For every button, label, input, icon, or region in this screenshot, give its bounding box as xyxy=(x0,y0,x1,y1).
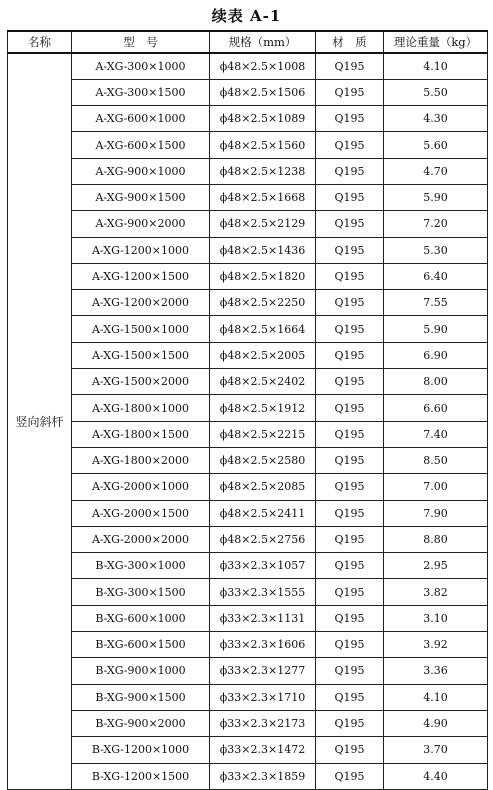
table-row xyxy=(8,684,488,710)
table-row xyxy=(8,658,488,684)
header-name: 名称 xyxy=(8,31,72,53)
weight-cell: 3.82 xyxy=(384,579,488,605)
weight-cell: 5.90 xyxy=(384,316,488,342)
table-row xyxy=(8,763,488,789)
model-cell: A-XG-2000×1500 xyxy=(72,500,210,526)
material-cell: Q195 xyxy=(316,79,384,105)
weight-cell: 7.90 xyxy=(384,500,488,526)
table-title: 续表 A-1 xyxy=(211,7,282,25)
spec-cell: ϕ48×2.5×2402 xyxy=(210,369,316,395)
spec-cell: ϕ48×2.5×2129 xyxy=(210,211,316,237)
model-cell: B-XG-600×1500 xyxy=(72,632,210,658)
table-row xyxy=(8,553,488,579)
material-cell: Q195 xyxy=(316,500,384,526)
spec-cell: ϕ48×2.5×2411 xyxy=(210,500,316,526)
table-row xyxy=(8,316,488,342)
weight-cell: 4.70 xyxy=(384,158,488,184)
table-row xyxy=(8,632,488,658)
spec-cell: ϕ48×2.5×1560 xyxy=(210,132,316,158)
model-cell: B-XG-900×2000 xyxy=(72,710,210,736)
spec-cell: ϕ48×2.5×1506 xyxy=(210,79,316,105)
spec-cell: ϕ48×2.5×2580 xyxy=(210,447,316,473)
material-cell: Q195 xyxy=(316,106,384,132)
material-cell: Q195 xyxy=(316,290,384,316)
material-cell: Q195 xyxy=(316,263,384,289)
table-row xyxy=(8,342,488,368)
table-row xyxy=(8,579,488,605)
weight-cell: 7.55 xyxy=(384,290,488,316)
spec-cell: ϕ48×2.5×2756 xyxy=(210,526,316,552)
weight-cell: 4.30 xyxy=(384,106,488,132)
model-cell: B-XG-300×1000 xyxy=(72,553,210,579)
table-row xyxy=(8,158,488,184)
material-cell: Q195 xyxy=(316,184,384,210)
material-cell: Q195 xyxy=(316,53,384,79)
model-cell: B-XG-300×1500 xyxy=(72,579,210,605)
table-row xyxy=(8,710,488,736)
table-row xyxy=(8,447,488,473)
header-spec: 规格（mm） xyxy=(210,31,316,53)
model-cell: A-XG-1500×1000 xyxy=(72,316,210,342)
spec-cell: ϕ33×2.3×1057 xyxy=(210,553,316,579)
material-cell: Q195 xyxy=(316,395,384,421)
spec-cell: ϕ33×2.3×1859 xyxy=(210,763,316,789)
material-cell: Q195 xyxy=(316,763,384,789)
header-row xyxy=(8,31,488,53)
header-model: 型 号 xyxy=(72,31,210,53)
weight-cell: 2.95 xyxy=(384,553,488,579)
model-cell: A-XG-1200×2000 xyxy=(72,290,210,316)
table-row xyxy=(8,53,488,79)
weight-cell: 3.92 xyxy=(384,632,488,658)
spec-cell: ϕ33×2.3×1710 xyxy=(210,684,316,710)
model-cell: A-XG-1500×1500 xyxy=(72,342,210,368)
table-row xyxy=(8,369,488,395)
spec-cell: ϕ48×2.5×1912 xyxy=(210,395,316,421)
material-cell: Q195 xyxy=(316,316,384,342)
spec-cell: ϕ48×2.5×1008 xyxy=(210,53,316,79)
group-name-cell: 竖向斜杆 xyxy=(8,53,72,789)
model-cell: A-XG-1200×1000 xyxy=(72,237,210,263)
weight-cell: 3.10 xyxy=(384,605,488,631)
material-cell: Q195 xyxy=(316,132,384,158)
table-row xyxy=(8,500,488,526)
weight-cell: 6.90 xyxy=(384,342,488,368)
header-material: 材 质 xyxy=(316,31,384,53)
spec-cell: ϕ48×2.5×2215 xyxy=(210,421,316,447)
weight-cell: 7.00 xyxy=(384,474,488,500)
model-cell: A-XG-1800×1000 xyxy=(72,395,210,421)
table-row xyxy=(8,605,488,631)
data-table xyxy=(7,30,488,790)
weight-cell: 3.36 xyxy=(384,658,488,684)
spec-cell: ϕ48×2.5×1089 xyxy=(210,106,316,132)
weight-cell: 5.50 xyxy=(384,79,488,105)
weight-cell: 4.10 xyxy=(384,684,488,710)
spec-cell: ϕ33×2.3×1131 xyxy=(210,605,316,631)
model-cell: A-XG-900×1000 xyxy=(72,158,210,184)
spec-cell: ϕ48×2.5×1820 xyxy=(210,263,316,289)
model-cell: A-XG-300×1500 xyxy=(72,79,210,105)
table-row xyxy=(8,132,488,158)
weight-cell: 5.90 xyxy=(384,184,488,210)
weight-cell: 8.80 xyxy=(384,526,488,552)
table-row xyxy=(8,737,488,763)
spec-cell: ϕ48×2.5×1436 xyxy=(210,237,316,263)
table-row xyxy=(8,211,488,237)
table-row xyxy=(8,184,488,210)
model-cell: B-XG-900×1500 xyxy=(72,684,210,710)
weight-cell: 8.00 xyxy=(384,369,488,395)
model-cell: A-XG-1500×2000 xyxy=(72,369,210,395)
table-row xyxy=(8,263,488,289)
table-row xyxy=(8,290,488,316)
weight-cell: 4.10 xyxy=(384,53,488,79)
material-cell: Q195 xyxy=(316,684,384,710)
material-cell: Q195 xyxy=(316,737,384,763)
spec-cell: ϕ33×2.3×1472 xyxy=(210,737,316,763)
model-cell: B-XG-600×1000 xyxy=(72,605,210,631)
table-row xyxy=(8,474,488,500)
material-cell: Q195 xyxy=(316,579,384,605)
material-cell: Q195 xyxy=(316,710,384,736)
material-cell: Q195 xyxy=(316,658,384,684)
weight-cell: 4.90 xyxy=(384,710,488,736)
table-row xyxy=(8,79,488,105)
material-cell: Q195 xyxy=(316,158,384,184)
material-cell: Q195 xyxy=(316,474,384,500)
model-cell: B-XG-900×1000 xyxy=(72,658,210,684)
material-cell: Q195 xyxy=(316,342,384,368)
material-cell: Q195 xyxy=(316,447,384,473)
weight-cell: 6.60 xyxy=(384,395,488,421)
material-cell: Q195 xyxy=(316,632,384,658)
table-row xyxy=(8,526,488,552)
model-cell: A-XG-2000×2000 xyxy=(72,526,210,552)
model-cell: B-XG-1200×1000 xyxy=(72,737,210,763)
spec-cell: ϕ48×2.5×1238 xyxy=(210,158,316,184)
weight-cell: 5.60 xyxy=(384,132,488,158)
table-body xyxy=(8,53,488,789)
model-cell: B-XG-1200×1500 xyxy=(72,763,210,789)
model-cell: A-XG-900×1500 xyxy=(72,184,210,210)
model-cell: A-XG-900×2000 xyxy=(72,211,210,237)
material-cell: Q195 xyxy=(316,553,384,579)
model-cell: A-XG-600×1500 xyxy=(72,132,210,158)
material-cell: Q195 xyxy=(316,526,384,552)
spec-cell: ϕ33×2.3×2173 xyxy=(210,710,316,736)
model-cell: A-XG-1800×1500 xyxy=(72,421,210,447)
material-cell: Q195 xyxy=(316,369,384,395)
material-cell: Q195 xyxy=(316,237,384,263)
table-row xyxy=(8,237,488,263)
spec-cell: ϕ33×2.3×1606 xyxy=(210,632,316,658)
material-cell: Q195 xyxy=(316,421,384,447)
table-row xyxy=(8,106,488,132)
header-weight: 理论重量（kg） xyxy=(384,31,488,53)
spec-cell: ϕ48×2.5×1664 xyxy=(210,316,316,342)
spec-cell: ϕ48×2.5×2085 xyxy=(210,474,316,500)
weight-cell: 5.30 xyxy=(384,237,488,263)
weight-cell: 3.70 xyxy=(384,737,488,763)
weight-cell: 4.40 xyxy=(384,763,488,789)
weight-cell: 7.40 xyxy=(384,421,488,447)
table-row xyxy=(8,395,488,421)
weight-cell: 6.40 xyxy=(384,263,488,289)
weight-cell: 7.20 xyxy=(384,211,488,237)
model-cell: A-XG-1200×1500 xyxy=(72,263,210,289)
spec-cell: ϕ33×2.3×1277 xyxy=(210,658,316,684)
model-cell: A-XG-300×1000 xyxy=(72,53,210,79)
material-cell: Q195 xyxy=(316,605,384,631)
spec-cell: ϕ48×2.5×1668 xyxy=(210,184,316,210)
model-cell: A-XG-600×1000 xyxy=(72,106,210,132)
model-cell: A-XG-2000×1000 xyxy=(72,474,210,500)
table-row xyxy=(8,421,488,447)
spec-cell: ϕ48×2.5×2005 xyxy=(210,342,316,368)
spec-cell: ϕ48×2.5×2250 xyxy=(210,290,316,316)
spec-cell: ϕ33×2.3×1555 xyxy=(210,579,316,605)
model-cell: A-XG-1800×2000 xyxy=(72,447,210,473)
weight-cell: 8.50 xyxy=(384,447,488,473)
material-cell: Q195 xyxy=(316,211,384,237)
